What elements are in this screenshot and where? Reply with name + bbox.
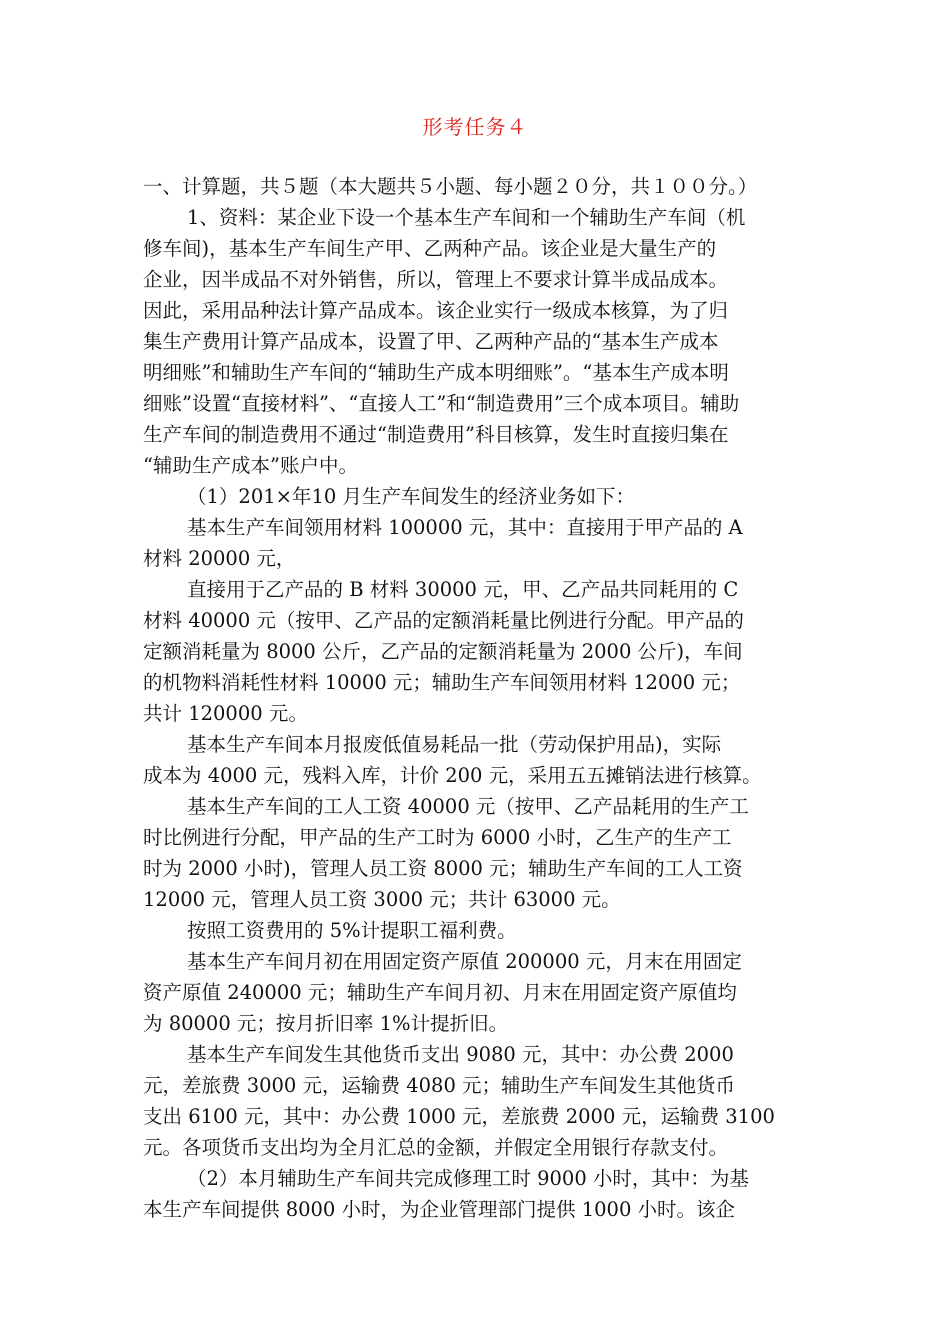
text-line: 支出 6100 元，其中：办公费 1000 元，差旅费 2000 元，运输费 3100 (143, 1105, 775, 1128)
text-line: 一、计算题，共５题（本大题共５小题、每小题２０分，共１００分。） (143, 175, 758, 198)
text-line: （2）本月辅助生产车间共完成修理工时 9000 小时，其中：为基 (187, 1167, 749, 1190)
text-line: 时为 2000 小时)，管理人员工资 8000 元；辅助生产车间的工人工资 (143, 857, 743, 880)
text-line: 直接用于乙产品的 B 材料 30000 元，甲、乙产品共同耗用的 C (187, 578, 739, 601)
text-line: 本生产车间提供 8000 小时，为企业管理部门提供 1000 小时。该企 (143, 1198, 736, 1221)
text-line: 企业，因半成品不对外销售，所以，管理上不要求计算半成品成本。 (143, 268, 729, 291)
text-line: 基本生产车间领用材料 100000 元，其中：直接用于甲产品的 A (187, 516, 743, 539)
text-line: 1、资料：某企业下设一个基本生产车间和一个辅助生产车间（机 (187, 206, 746, 229)
text-line: 集生产费用计算产品成本，设置了甲、乙两种产品的“基本生产成本 (143, 330, 719, 353)
text-line: 资产原值 240000 元；辅助生产车间月初、月末在用固定资产原值均 (143, 981, 737, 1004)
document-title: 形考任务４ (422, 115, 528, 139)
text-line: 基本生产车间发生其他货币支出 9080 元，其中：办公费 2000 (187, 1043, 734, 1066)
text-line: 材料 40000 元（按甲、乙产品的定额消耗量比例进行分配。甲产品的 (143, 609, 744, 632)
text-line: 基本生产车间的工人工资 40000 元（按甲、乙产品耗用的生产工 (187, 795, 749, 818)
text-line: 元，差旅费 3000 元，运输费 4080 元；辅助生产车间发生其他货币 (143, 1074, 736, 1097)
text-line: 元。各项货币支出均为全月汇总的金额，并假定全用银行存款支付。 (143, 1136, 729, 1159)
text-line: 按照工资费用的 5%计提职工福利费。 (187, 919, 517, 942)
text-line: 定额消耗量为 8000 公斤，乙产品的定额消耗量为 2000 公斤)，车间 (143, 640, 743, 663)
document-body (143, 171, 923, 1225)
text-line: 明细账”和辅助生产车间的“辅助生产成本明细账”。“基本生产成本明 (143, 361, 729, 384)
text-line: 因此，采用品种法计算产品成本。该企业实行一级成本核算，为了归 (143, 299, 729, 322)
text-line: 修车间)，基本生产车间生产甲、乙两种产品。该企业是大量生产的 (143, 237, 717, 260)
text-line: 的机物料消耗性材料 10000 元；辅助生产车间领用材料 12000 元； (143, 671, 741, 694)
text-line: 基本生产车间本月报废低值易耗品一批（劳动保护用品)，实际 (187, 733, 722, 756)
text-line: 共计 120000 元。 (143, 702, 308, 725)
text-line: 基本生产车间月初在用固定资产原值 200000 元，月末在用固定 (187, 950, 742, 973)
text-line: 12000 元，管理人员工资 3000 元；共计 63000 元。 (143, 888, 621, 911)
text-line: 成本为 4000 元，残料入库，计价 200 元，采用五五摊销法进行核算。 (143, 764, 762, 787)
text-line: “辅助生产成本”账户中。 (143, 454, 358, 477)
text-line: 材料 20000 元， (143, 547, 296, 570)
text-line: （1）201×年10 月生产车间发生的经济业务如下： (187, 485, 635, 508)
text-line: 时比例进行分配，甲产品的生产工时为 6000 小时，乙生产的生产工 (143, 826, 732, 849)
text-line: 细账”设置“直接材料”、“直接人工”和“制造费用”三个成本项目。辅助 (143, 392, 740, 415)
text-line: 生产车间的制造费用不通过“制造费用”科目核算，发生时直接归集在 (143, 423, 729, 446)
text-line: 为 80000 元；按月折旧率 1%计提折旧。 (143, 1012, 509, 1035)
